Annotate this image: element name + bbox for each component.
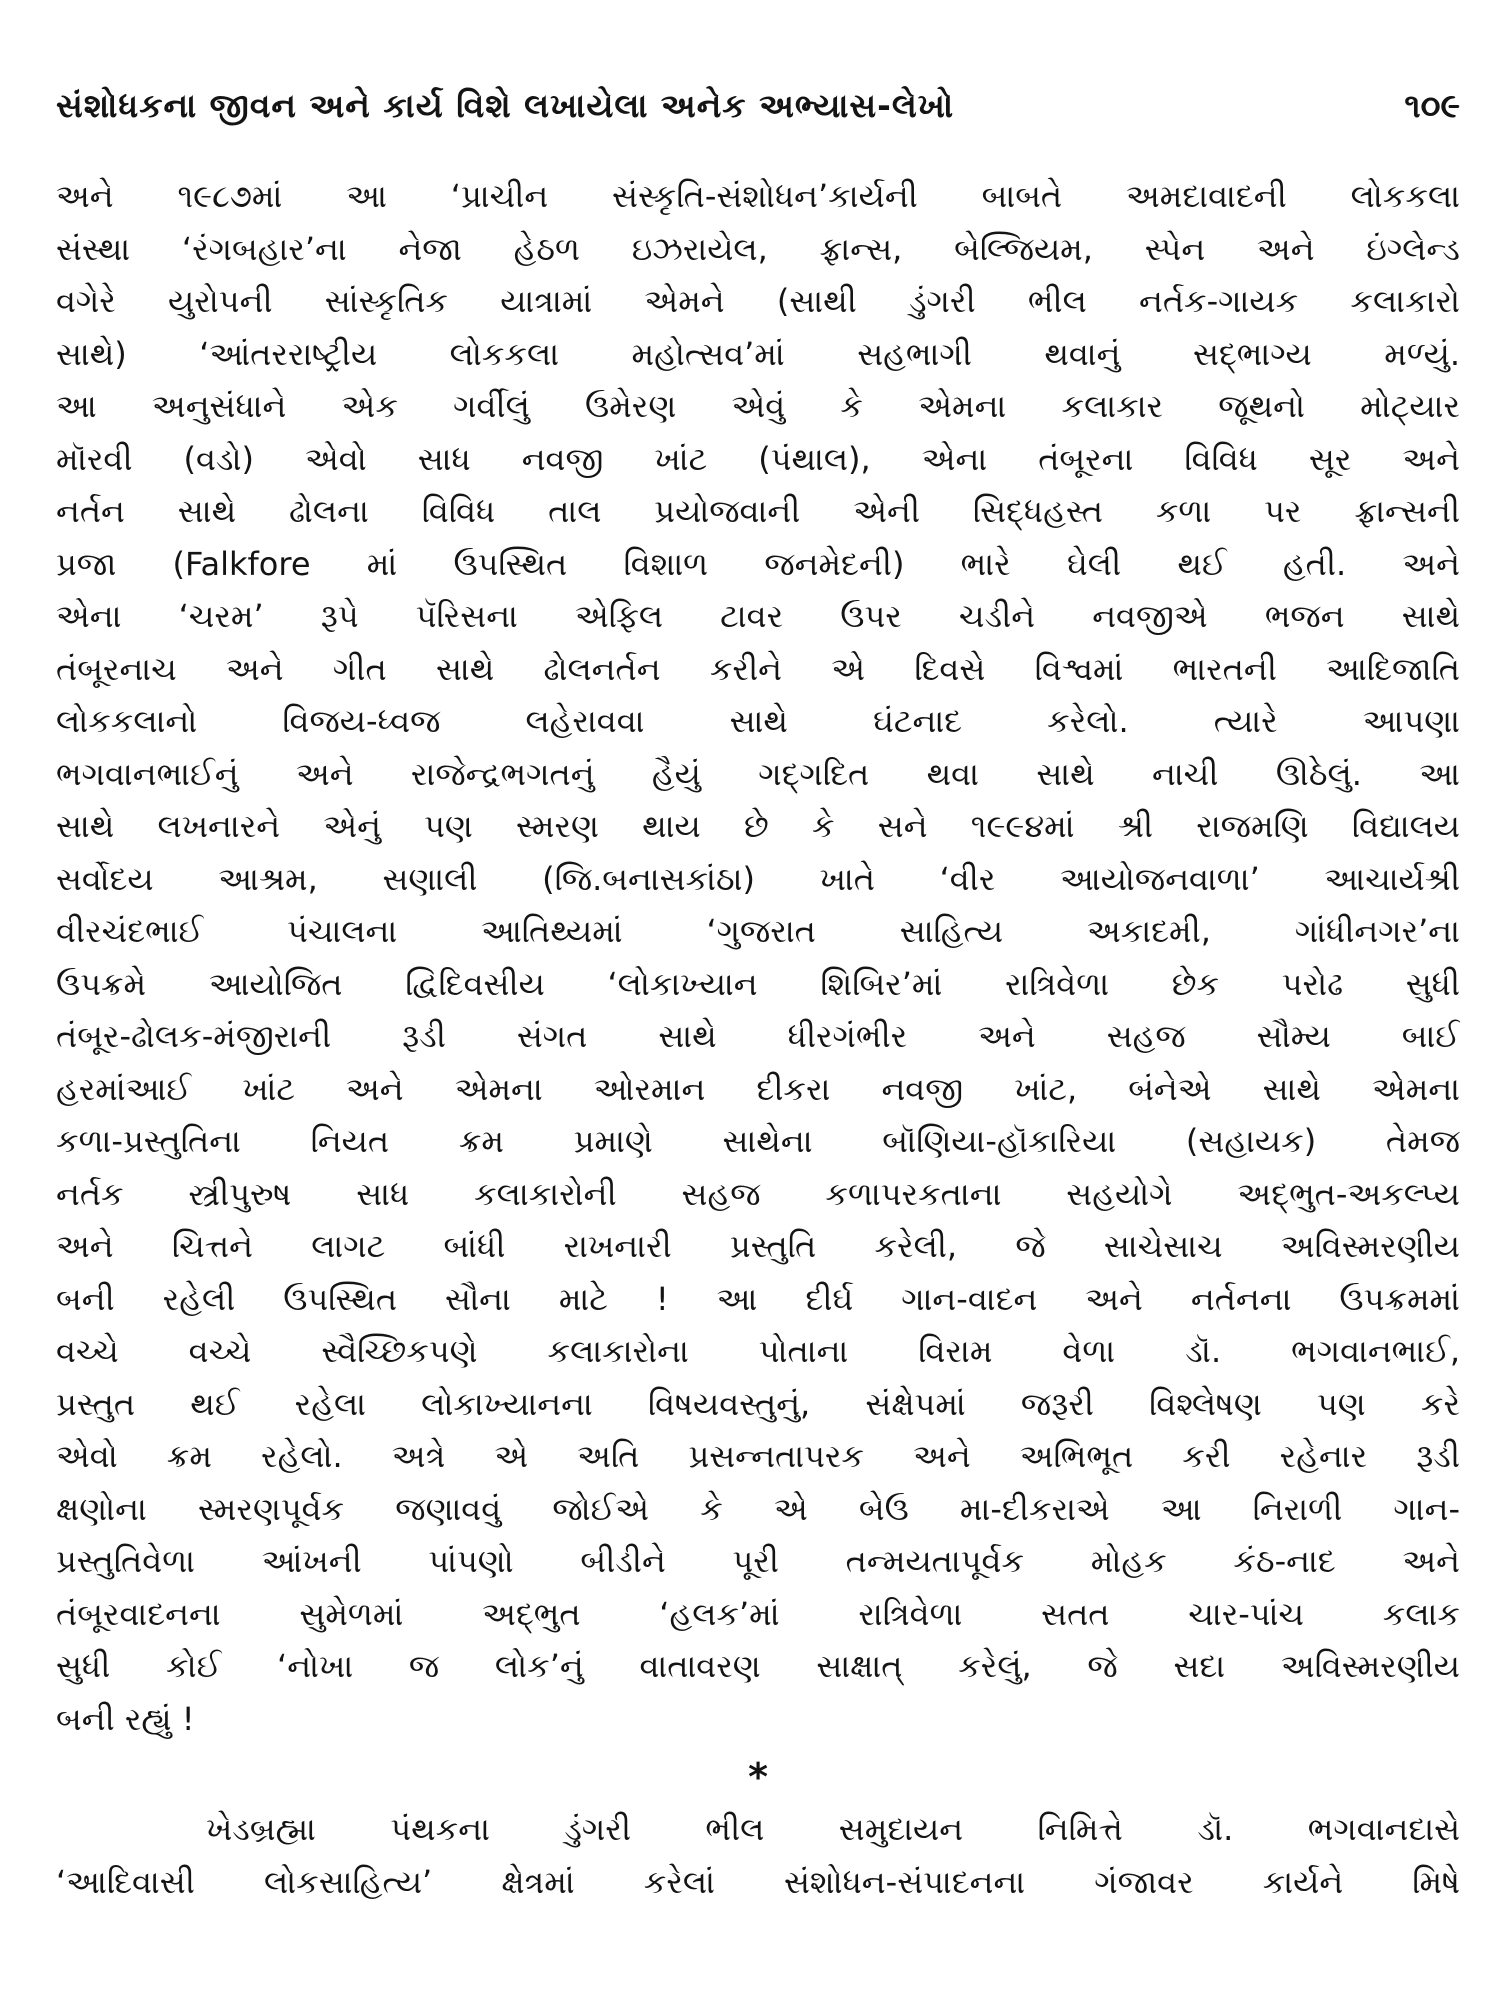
text-line: મૉરવી (વડો) એવો સાધ નવજી ખાંટ (પંથાલ), એના તંબૂરના વિવિધ સૂર અને	[56, 439, 1460, 478]
page-number: ૧૦૯	[1404, 86, 1460, 125]
section-separator: *	[748, 1755, 768, 1799]
text-line: આ અનુસંધાને એક ગર્વીલું ઉમેરણ એવું કે એમના કલાકાર જૂથનો મોટ્યાર	[56, 387, 1460, 425]
text-line: ખેડબ્રહ્મા પંથકના ડુંગરી ભીલ સમુદાયન નિમિત્તે ડૉ. ભગવાનદાસે	[206, 1810, 1460, 1848]
page-header	[56, 86, 1460, 136]
text-line: સુધી કોઈ ‘નોખા જ લોક’નું વાતાવરણ સાક્ષાત્ કરેલું, જે સદા અવિસ્મરણીય	[56, 1647, 1460, 1685]
text-line: એવો ક્રમ રહેલો. અત્રે એ અતિ પ્રસન્નતાપરક અને અભિભૂત કરી રહેનાર રૂડી	[56, 1437, 1460, 1475]
text-line: એના ‘ચરમ’ રૂપે પૅરિસના એફિલ ટાવર ઉપર ચડીને નવજીએ ભજન સાથે	[56, 597, 1460, 635]
text-line: વચ્ચે વચ્ચે સ્વૈચ્છિકપણે કલાકારોના પોતાના વિરામ વેળા ડૉ. ભગવાનભાઈ,	[56, 1332, 1460, 1370]
text-line: સાથે લખનારને એનું પણ સ્મરણ થાય છે કે સને ૧૯૯૪માં શ્રી રાજમણિ વિદ્યાલય	[56, 807, 1460, 845]
body-text	[56, 170, 1460, 1908]
text-line: કળા-પ્રસ્તુતિના નિયત ક્રમ પ્રમાણે સાથેના બૉણિયા-હૉકારિયા (સહાયક) તેમજ	[56, 1122, 1460, 1160]
text-line: બની રહ્યું !	[56, 1699, 195, 1738]
text-line: બની રહેલી ઉપસ્થિત સૌના માટે ! આ દીર્ઘ ગાન-વાદન અને નર્તનના ઉપક્રમમાં	[56, 1279, 1460, 1318]
text-line: અને ચિત્તને લાગટ બાંધી રાખનારી પ્રસ્તુતિ કરેલી, જે સાચેસાચ અવિસ્મરણીય	[56, 1227, 1460, 1265]
text-line: વગેરે યુરોપની સાંસ્કૃતિક યાત્રામાં એમને (સાથી ડુંગરી ભીલ નર્તક-ગાયક કલાકારો	[56, 282, 1460, 320]
paragraph-1	[56, 170, 1460, 1745]
text-line: ભગવાનભાઈનું અને રાજેન્દ્રભગતનું હૈયું ગદ્ગદિત થવા સાથે નાચી ઊઠેલું. આ	[56, 754, 1460, 793]
text-line: વીરચંદભાઈ પંચાલના આતિથ્યમાં ‘ગુજરાત સાહિત્ય અકાદમી, ગાંધીનગર’ના	[56, 912, 1460, 950]
text-line: નર્તન સાથે ઢોલના વિવિધ તાલ પ્રયોજવાની એની સિદ્ધહસ્ત કળા પર ફ્રાન્સની	[56, 492, 1460, 530]
text-line: પ્રસ્તુત થઈ રહેલા લોકાખ્યાનના વિષયવસ્તુનું, સંક્ષેપમાં જરૂરી વિશ્લેષણ પણ કરે	[56, 1384, 1460, 1423]
text-line: તંબૂરનાચ અને ગીત સાથે ઢોલનર્તન કરીને એ દિવસે વિશ્વમાં ભારતની આદિજાતિ	[56, 649, 1460, 688]
text-line: નર્તક સ્ત્રીપુરુષ સાધ કલાકારોની સહજ કળાપરકતાના સહયોગે અદ્ભુત-અકલ્પ્ય	[56, 1174, 1460, 1213]
text-line: ‘આદિવાસી લોકસાહિત્ય’ ક્ષેત્રમાં કરેલાં સંશોધન-સંપાદનના ગંજાવર કાર્યને મિષે	[56, 1862, 1460, 1901]
text-line: પ્રસ્તુતિવેળા આંખની પાંપણો બીડીને પૂરી તન્મયતાપૂર્વક મોહક કંઠ-નાદ અને	[56, 1542, 1460, 1580]
text-line: લોકકલાનો વિજય-ધ્વજ લહેરાવવા સાથે ઘંટનાદ કરેલો. ત્યારે આપણા	[56, 702, 1460, 740]
text-line: સર્વોદય આશ્રમ, સણાલી (જિ.બનાસકાંઠા) ખાતે ‘વીર આયોજનવાળા’ આચાર્યશ્રી	[56, 859, 1460, 898]
text-line: સાથે) ‘આંતરરાષ્ટ્રીય લોકકલા મહોત્સવ’માં સહભાગી થવાનું સદ્ભાગ્ય મળ્યું.	[56, 334, 1460, 373]
text-line: હરમાંઆઈ ખાંટ અને એમના ઓરમાન દીકરા નવજી ખાંટ, બંનેએ સાથે એમના	[56, 1069, 1460, 1108]
text-line: સંસ્થા ‘રંગબહાર’ના નેજા હેઠળ ઇઝરાયેલ, ફ્રાન્સ, બેલ્જિયમ, સ્પેન અને ઇંગ્લેન્ડ	[56, 229, 1460, 268]
paragraph-2	[56, 1803, 1460, 1908]
text-line: પ્રજા (Falkfore માં ઉપસ્થિત વિશાળ જનમેદની) ભારે ઘેલી થઈ હતી. અને	[56, 544, 1460, 583]
running-head: સંશોધકના જીવન અને કાર્ય વિશે લખાયેલા અનેક અભ્યાસ-લેખો	[56, 86, 955, 125]
text-line: તંબૂર-ઢોલક-મંજીરાની રૂડી સંગત સાથે ધીરગંભીર અને સહજ સૌમ્ય બાઈ	[56, 1017, 1460, 1055]
text-line: ક્ષણોના સ્મરણપૂર્વક જણાવવું જોઈએ કે એ બેઉ મા-દીકરાએ આ નિરાળી ગાન-	[56, 1489, 1460, 1528]
text-line: ઉપક્રમે આયોજિત દ્વિદિવસીય ‘લોકાખ્યાન શિબિર’માં રાત્રિવેળા છેક પરોઢ સુધી	[56, 964, 1460, 1003]
text-line: તંબૂરવાદનના સુમેળમાં અદ્ભુત ‘હલક’માં રાત્રિવેળા સતત ચાર-પાંચ કલાક	[56, 1594, 1460, 1633]
text-line: અને ૧૯૮૭માં આ ‘પ્રાચીન સંસ્કૃતિ-સંશોધન’કાર્યની બાબતે અમદાવાદની લોકકલા	[56, 177, 1460, 215]
